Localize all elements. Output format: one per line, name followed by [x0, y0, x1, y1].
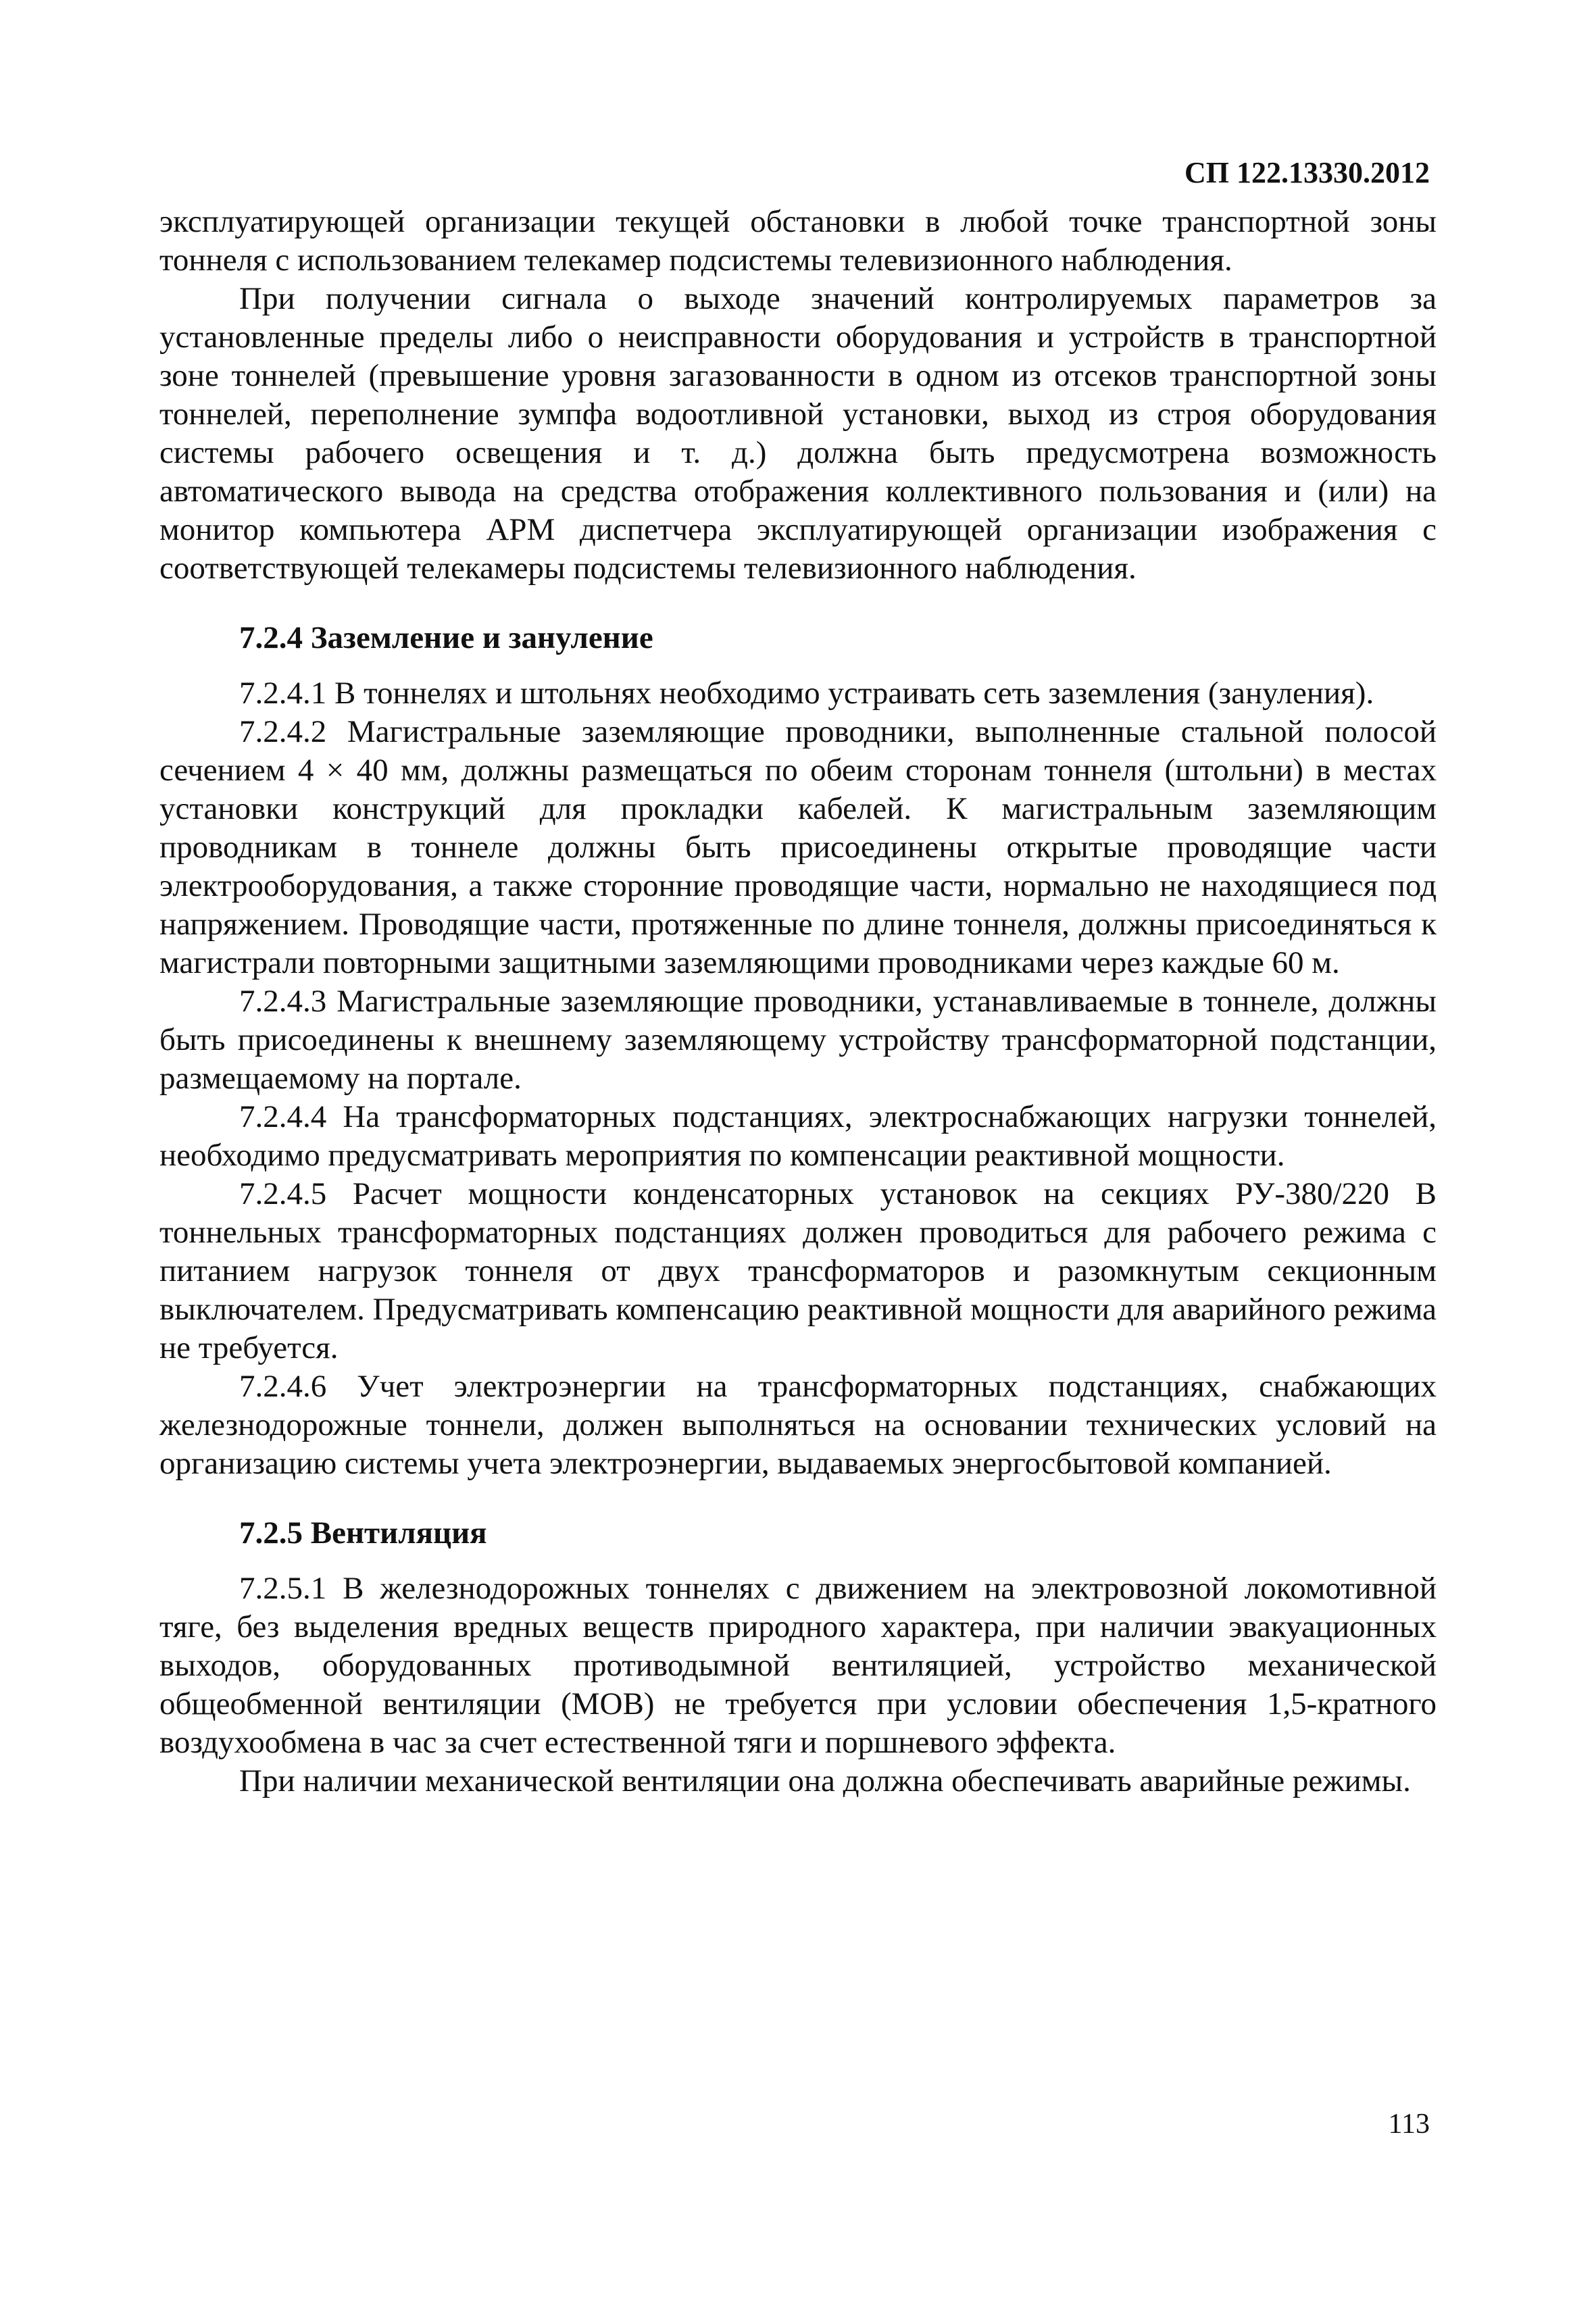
document-body — [159, 203, 1437, 1801]
paragraph-7-2-4-4: 7.2.4.4 На трансформаторных подстанциях, электроснабжающих нагрузки тоннелей, необходимо предусматривать мероприятия по компенсации реактивной мощности. — [159, 1099, 1437, 1173]
page-number: 113 — [1388, 2109, 1430, 2140]
document-code: СП 122.13330.2012 — [1184, 156, 1430, 189]
section-heading-7-2-4: 7.2.4 Заземление и зануление — [239, 620, 653, 655]
paragraph-7-2-4-5: 7.2.4.5 Расчет мощности конденсаторных установок на секциях РУ-380/220 В тоннельных трансформаторных подстанциях должен проводиться для рабочего режима с питанием нагрузок тоннеля от двух трансформаторов и разомкнутым секционным выключателем. Предусматривать компенсацию реактивной мощности для аварийного режима не требуется. — [159, 1176, 1437, 1365]
paragraph-mechanical-ventilation: При наличии механической вентиляции она должна обеспечивать аварийные режимы. — [239, 1763, 1411, 1799]
paragraph-7-2-4-2: 7.2.4.2 Магистральные заземляющие проводники, выполненные стальной полосой сечением 4 × 40 мм, должны размещаться по обеим сторонам тоннеля (штольни) в местах установки конструкций для прокладки кабелей. К магистральным заземляющим проводникам в тоннеле должны быть присоединены открытые проводящие части электрооборудования, а также сторонние проводящие части, нормально не находящиеся под напряжением. Проводящие части, протяженные по длине тоннеля, должны присоединяться к магистрали повторными защитными заземляющими проводниками через каждые 60 м. — [159, 714, 1437, 980]
paragraph-7-2-4-3: 7.2.4.3 Магистральные заземляющие проводники, устанавливаемые в тоннеле, должны быть присоединены к внешнему заземляющему устройству трансформаторной подстанции, размещаемому на портале. — [159, 984, 1437, 1096]
paragraph-7-2-5-1: 7.2.5.1 В железнодорожных тоннелях с движением на электровозной локомотивной тяге, без выделения вредных веществ природного характера, при наличии эвакуационных выходов, оборудованных противодымной вентиляцией, устройство механической общеобменной вентиляции (МОВ) не требуется при условии обеспечения 1,5-кратного воздухообмена в час за счет естественной тяги и поршневого эффекта. — [159, 1571, 1437, 1760]
paragraph-continuation: эксплуатирующей организации текущей обстановки в любой точке транспортной зоны тоннеля с использованием телекамер подсистемы телевизионного наблюдения. — [159, 204, 1437, 278]
paragraph-7-2-4-6: 7.2.4.6 Учет электроэнергии на трансформаторных подстанциях, снабжающих железнодорожные тоннели, должен выполняться на основании технических условий на организацию системы учета электроэнергии, выдаваемых энергосбытовой компанией. — [159, 1369, 1437, 1481]
section-heading-7-2-5: 7.2.5 Вентиляция — [239, 1515, 487, 1551]
paragraph-signal-output: При получении сигнала о выходе значений контролируемых параметров за установленные пределы либо о неисправности оборудования и устройств в транспортной зоне тоннелей (превышение уровня загазованности в одном из отсеков транспортной зоны тоннелей, переполнение зумпфа водоотливной установки, выход из строя оборудования системы рабочего освещения и т. д.) должна быть предусмотрена возможность автоматического вывода на средства отображения коллективного пользования и (или) на монитор компьютера АРМ диспетчера эксплуатирующей организации изображения с соответствующей телекамеры подсистемы телевизионного наблюдения. — [159, 281, 1437, 586]
paragraph-7-2-4-1: 7.2.4.1 В тоннелях и штольнях необходимо устраивать сеть заземления (зануления). — [239, 676, 1374, 711]
